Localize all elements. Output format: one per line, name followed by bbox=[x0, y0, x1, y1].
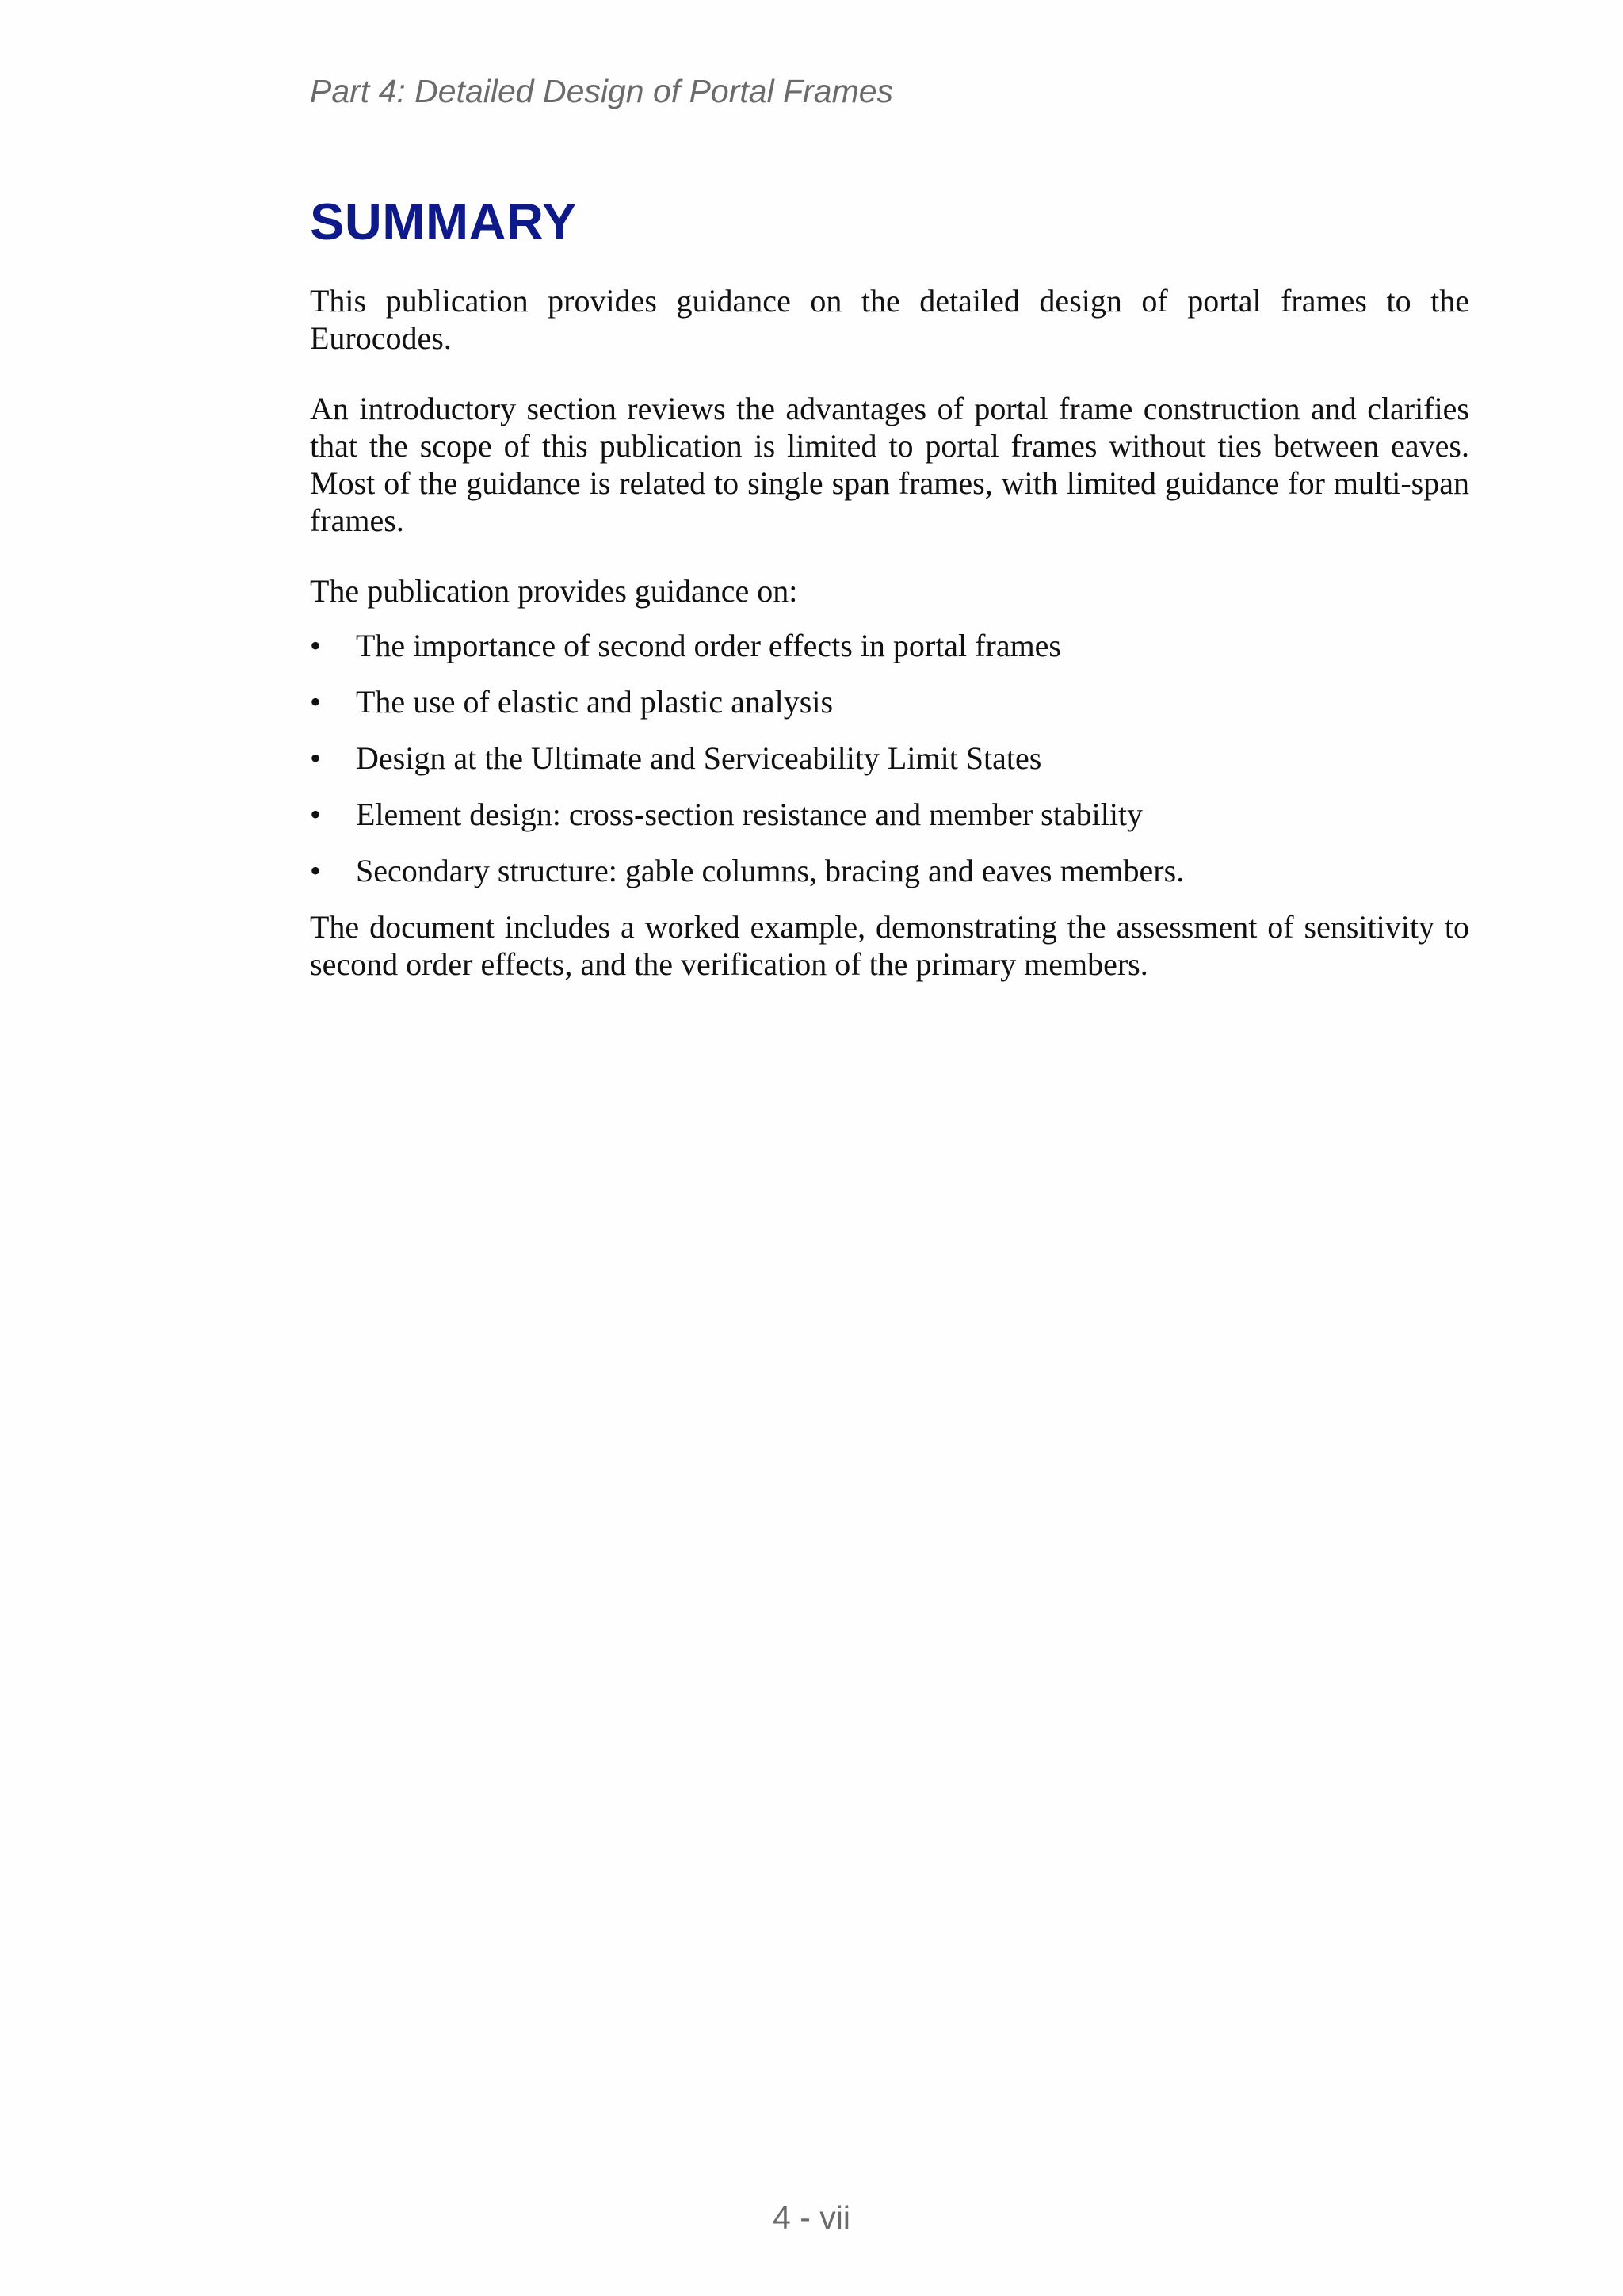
list-item-text: Element design: cross-section resistance and member stability bbox=[356, 797, 1144, 832]
list-item-text: The use of elastic and plastic analysis bbox=[356, 684, 834, 720]
section-title: SUMMARY bbox=[310, 193, 577, 250]
scope-paragraph: An introductory section reviews the advantages of portal frame construction and clarifies that the scope of this publication is limited to portal frames without ties between eaves. Most of the guidance is related to single span frames, with limited guidance for multi-span frames. bbox=[310, 391, 1469, 538]
running-header: Part 4: Detailed Design of Portal Frames bbox=[310, 73, 894, 109]
guidance-lead-paragraph: The publication provides guidance on: bbox=[310, 573, 798, 609]
list-item bbox=[310, 627, 1469, 664]
list-item bbox=[310, 683, 1469, 720]
intro-paragraph: This publication provides guidance on the detailed design of portal frames to the Eurocodes. bbox=[310, 283, 1469, 356]
bullet-icon: • bbox=[310, 853, 322, 888]
summary-section bbox=[310, 190, 1469, 1016]
bullet-icon: • bbox=[310, 797, 322, 832]
page-number: 4 - vii bbox=[773, 2199, 850, 2236]
bullet-icon: • bbox=[310, 628, 322, 663]
closing-paragraph: The document includes a worked example, demonstrating the assessment of sensitivity to second order effects, and the verification of the primary members. bbox=[310, 909, 1469, 982]
list-item bbox=[310, 852, 1469, 889]
list-item-text: Design at the Ultimate and Serviceability Limit States bbox=[356, 740, 1042, 776]
list-item bbox=[310, 796, 1469, 833]
list-item-text: The importance of second order effects in portal frames bbox=[356, 628, 1061, 663]
bullet-icon: • bbox=[310, 684, 322, 720]
list-item bbox=[310, 739, 1469, 777]
list-item-text: Secondary structure: gable columns, bracing and eaves members. bbox=[356, 853, 1185, 888]
bullet-icon: • bbox=[310, 740, 322, 776]
guidance-bullet-list bbox=[310, 627, 1469, 889]
